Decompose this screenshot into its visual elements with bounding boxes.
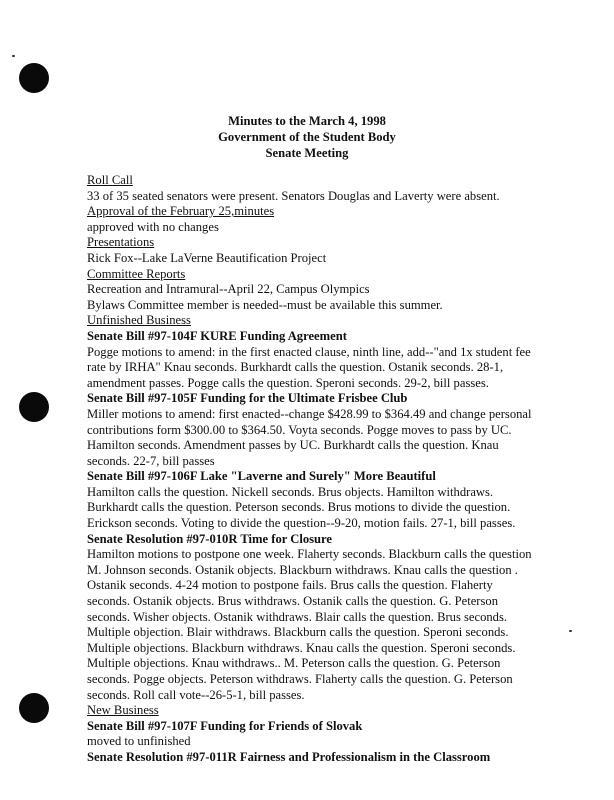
body-line: Multiple objection. Blair withdraws. Blackburn calls the question. Speroni seconds. (87, 625, 509, 640)
document-header (0, 113, 614, 161)
body-line: seconds. 22-7, bill passes (87, 453, 215, 468)
minutes-body (87, 173, 607, 766)
body-line: seconds. Ostanik objects. Brus withdraws. Ostanik calls the question. G. Peterson (87, 594, 498, 609)
scan-speck (12, 55, 15, 57)
body-line: amendment passes. Pogge calls the question. Speroni seconds. 29-2, bill passes. (87, 375, 489, 390)
body-line: 33 of 35 seated senators were present. Senators Douglas and Laverty were absent. (87, 188, 500, 203)
resolution-title: Senate Resolution #97-011R Fairness and Professionalism in the Classroom (87, 749, 491, 764)
header-line-3: Senate Meeting (265, 146, 349, 160)
section-heading-unfinished-business: Unfinished Business (87, 313, 191, 328)
body-line: Erickson seconds. Voting to divide the question--9-20, motion fails. 27-1, bill passes. (87, 516, 516, 531)
section-heading-roll-call: Roll Call (87, 173, 133, 187)
bill-title: Senate Bill #97-105F Funding for the Ultimate Frisbee Club (87, 391, 408, 406)
bill-title: Senate Bill #97-107F Funding for Friends of Slovak (87, 718, 363, 733)
section-heading-presentations: Presentations (87, 235, 155, 250)
header-line-1: Minutes to the March 4, 1998 (228, 114, 386, 128)
body-line: approved with no changes (87, 219, 219, 234)
body-line: Miller motions to amend: first enacted--change $428.99 to $364.49 and change personal (87, 406, 532, 421)
body-line: Bylaws Committee member is needed--must be available this summer. (87, 297, 443, 312)
bill-title: Senate Bill #97-104F KURE Funding Agreement (87, 328, 347, 343)
punch-hole-middle (19, 392, 49, 422)
section-heading-approval: Approval of the February 25,minutes (87, 204, 275, 219)
body-line: Hamilton motions to postpone one week. Flaherty seconds. Blackburn calls the question (87, 547, 532, 562)
body-line: Hamilton seconds. Amendment passes by UC. Burkhardt calls the question. Knau (87, 438, 499, 453)
body-line: Ostanik seconds. 4-24 motion to postpone fails. Brus calls the question. Flaherty (87, 578, 493, 593)
body-line: Pogge motions to amend: in the first enacted clause, ninth line, add--"and 1x student fee (87, 344, 531, 359)
body-line: Multiple objections. Blackburn withdraws. Knau calls the question. Speroni seconds. (87, 640, 516, 655)
body-line: M. Johnson seconds. Ostanik objects. Blackburn withdraws. Knau calls the question . (87, 562, 518, 577)
resolution-title: Senate Resolution #97-010R Time for Closure (87, 531, 332, 546)
section-heading-new-business: New Business (87, 703, 159, 718)
body-line: Burkhardt calls the question. Peterson seconds. Brus motions to divide the question. (87, 500, 511, 515)
punch-hole-bottom (19, 693, 49, 723)
body-line: seconds. Pogge objects. Peterson withdraws. Flaherty calls the question. G. Peterson (87, 672, 513, 686)
body-line: seconds. Wisher objects. Ostanik withdraws. Blair calls the question. Brus seconds. (87, 609, 508, 624)
body-line: moved to unfinished (87, 734, 191, 749)
header-line-2: Government of the Student Body (218, 130, 396, 144)
body-line: Hamilton calls the question. Nickell seconds. Brus objects. Hamilton withdraws. (87, 484, 494, 499)
body-line: seconds. Roll call vote--26-5-1, bill passes. (87, 687, 305, 702)
body-line: rate by IRHA" Knau seconds. Burkhardt calls the question. Ostanik seconds. 28-1, (87, 360, 504, 375)
bill-title: Senate Bill #97-106F Lake "Laverne and Surely" More Beautiful (87, 469, 436, 484)
body-line: Rick Fox--Lake LaVerne Beautification Project (87, 250, 327, 265)
section-heading-committee-reports: Committee Reports (87, 266, 186, 281)
body-line: Multiple objections. Knau withdraws.. M. Peterson calls the question. G. Peterson (87, 656, 501, 671)
punch-hole-top (19, 63, 49, 93)
body-line: Recreation and Intramural--April 22, Campus Olympics (87, 282, 370, 297)
body-line: contributions form $300.00 to $364.50. Voyta seconds. Pogge moves to pass by UC. (87, 422, 512, 437)
